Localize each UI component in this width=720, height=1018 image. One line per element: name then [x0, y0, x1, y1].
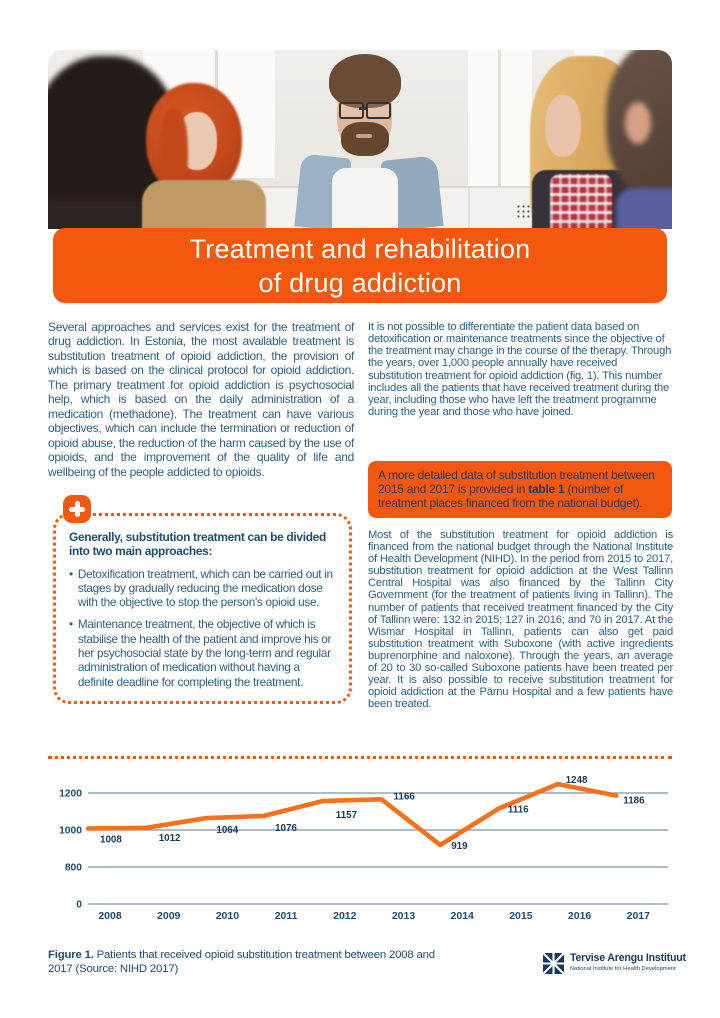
svg-text:1064: 1064: [216, 825, 239, 837]
page-title-line1: Treatment and rehabilitation: [189, 233, 531, 264]
svg-text:2008: 2008: [98, 910, 122, 922]
svg-text:919: 919: [451, 840, 468, 852]
svg-text:1000: 1000: [59, 825, 82, 837]
cabinet-groove: [468, 188, 470, 229]
person-foreground-right-shirt: [616, 188, 672, 229]
svg-text:1248: 1248: [565, 775, 588, 787]
callout-bullet-2: [69, 617, 337, 688]
svg-text:1076: 1076: [275, 822, 297, 834]
glasses-right-lens: [366, 102, 391, 119]
callout-bullet-1-text: Detoxification treatment, which can be carried out in stages by gradually reducing the medication dose with the objective to stop the person's opioid use.: [77, 566, 333, 610]
svg-text:2013: 2013: [391, 910, 416, 922]
figure-caption: [48, 949, 448, 977]
svg-text:1157: 1157: [335, 809, 358, 821]
center-man-beard: [341, 122, 389, 156]
red-haired-woman-sweater: [142, 180, 266, 229]
svg-text:800: 800: [64, 862, 82, 874]
svg-text:0: 0: [76, 899, 82, 911]
svg-text:1012: 1012: [158, 832, 181, 844]
svg-text:2014: 2014: [450, 910, 474, 922]
nihd-logo: [543, 952, 686, 975]
figure-caption-text: Patients that received opioid substitution treatment between 2008 and 2017 (Source: NIHD 2017): [48, 949, 435, 975]
glasses-left-lens: [339, 102, 364, 119]
callout-bullet-1: [69, 567, 337, 610]
figure1-line-chart: [40, 772, 680, 932]
person-foreground-right-ear: [625, 102, 651, 144]
nihd-logo-text: [570, 952, 686, 972]
bullet-icon: •: [69, 617, 73, 632]
window-middle: [468, 50, 532, 186]
logo-subtitle: National Institute for Health Development: [570, 966, 676, 972]
page-title-line2: of drug addiction: [258, 267, 462, 298]
svg-text:2010: 2010: [215, 910, 240, 922]
highlight-box: [368, 461, 672, 518]
highlight-text-pre: A more detailed data of substitution treatment between 2015 and 2017 is provided in: [378, 468, 655, 496]
svg-text:1116: 1116: [507, 804, 529, 816]
svg-text:2016: 2016: [567, 910, 592, 922]
glasses-bridge: [359, 107, 367, 110]
svg-text:1166: 1166: [393, 791, 415, 803]
dotted-separator: [48, 756, 672, 759]
svg-text:1186: 1186: [623, 795, 645, 807]
svg-text:2017: 2017: [626, 910, 650, 922]
svg-text:1008: 1008: [100, 834, 122, 846]
right-paragraph-1: It is not possible to differentiate the patient data based on detoxification or maintenance treatments since the objective of the treatment may change in the course of the therapy. Through the years, over 1,000 people annually have received substitution treatment for opioid addiction (fig. 1). This number includes all the patients that have received treatment during the year, including those who have left the treatment programme during the year and those who have joined.: [368, 321, 672, 419]
right-paragraph-2: Most of the substitution treatment for opioid addiction is financed from the national budget through the National Institute of Health Development (NIHD). In the period from 2015 to 2017, substitution treatment for opioid addiction at the West Tallinn Central Hospital was also financed by the Tallinn City Government (for the treatment of patients living in Tallinn). The number of patients that received treatment financed by the City of Tallinn were: 132 in 2015; 127 in 2016; and 70 in 2017. At the Wismar Hospital in Tallinn, patients can also get paid substitution treatment with Suboxone (with active ingredients buprenorphine and naloxone). Through the years, an average of 20 to 30 so-called Suboxone patients have been treated per year. It is also possible to receive substitution treatment for opioid addiction at the Pärnu Hospital and a few patients have been treated.: [368, 529, 673, 711]
center-man-hair: [329, 54, 401, 108]
callout-box: [53, 513, 352, 704]
center-man-tshirt: [332, 168, 398, 229]
svg-text:1200: 1200: [59, 788, 82, 800]
nihd-logo-mark-icon: [543, 952, 564, 975]
logo-title: Tervise Arengu Instituut: [570, 952, 686, 964]
blonde-woman-plaid-shirt: [550, 174, 612, 229]
callout-heading: Generally, substitution treatment can be divided into two main approaches:: [69, 530, 326, 559]
title-banner: [53, 228, 667, 303]
blonde-woman-face: [545, 95, 581, 157]
plus-icon: [63, 495, 91, 523]
bullet-icon: •: [69, 566, 73, 581]
callout-bullet-2-text: Maintenance treatment, the objective of which is stabilise the health of the patient and improve his or her psychosocial state by the long-term and regular administration of medication without having a definite deadline for completing the treatment.: [77, 617, 332, 689]
highlight-text-bold: table 1: [528, 482, 565, 496]
figure-caption-label: Figure 1.: [48, 949, 94, 961]
hero-photo-group-therapy: [48, 50, 672, 229]
intro-paragraph: Several approaches and services exist for the treatment of drug addiction. In Estonia, the most available treatment is substitution treatment of opioid addiction, the provision of which is based on the clinical protocol for opioid addiction. The primary treatment for opioid addiction is psychosocial help, which is based on the daily administration of a medication (methadone). The treatment can have various objectives, which can include the termination or reduction of opioid abuse, the reduction of the harm caused by the use of opioids, and the improvement of the quality of life and wellbeing of the people addicted to opioids.: [48, 320, 354, 479]
highlight-text-post: (number of treatment places financed from the national budget).: [378, 482, 643, 510]
svg-text:2015: 2015: [509, 910, 533, 922]
svg-text:2011: 2011: [274, 910, 298, 922]
svg-text:2012: 2012: [333, 910, 357, 922]
center-man-mouth: [356, 134, 372, 138]
svg-text:2009: 2009: [157, 910, 181, 922]
